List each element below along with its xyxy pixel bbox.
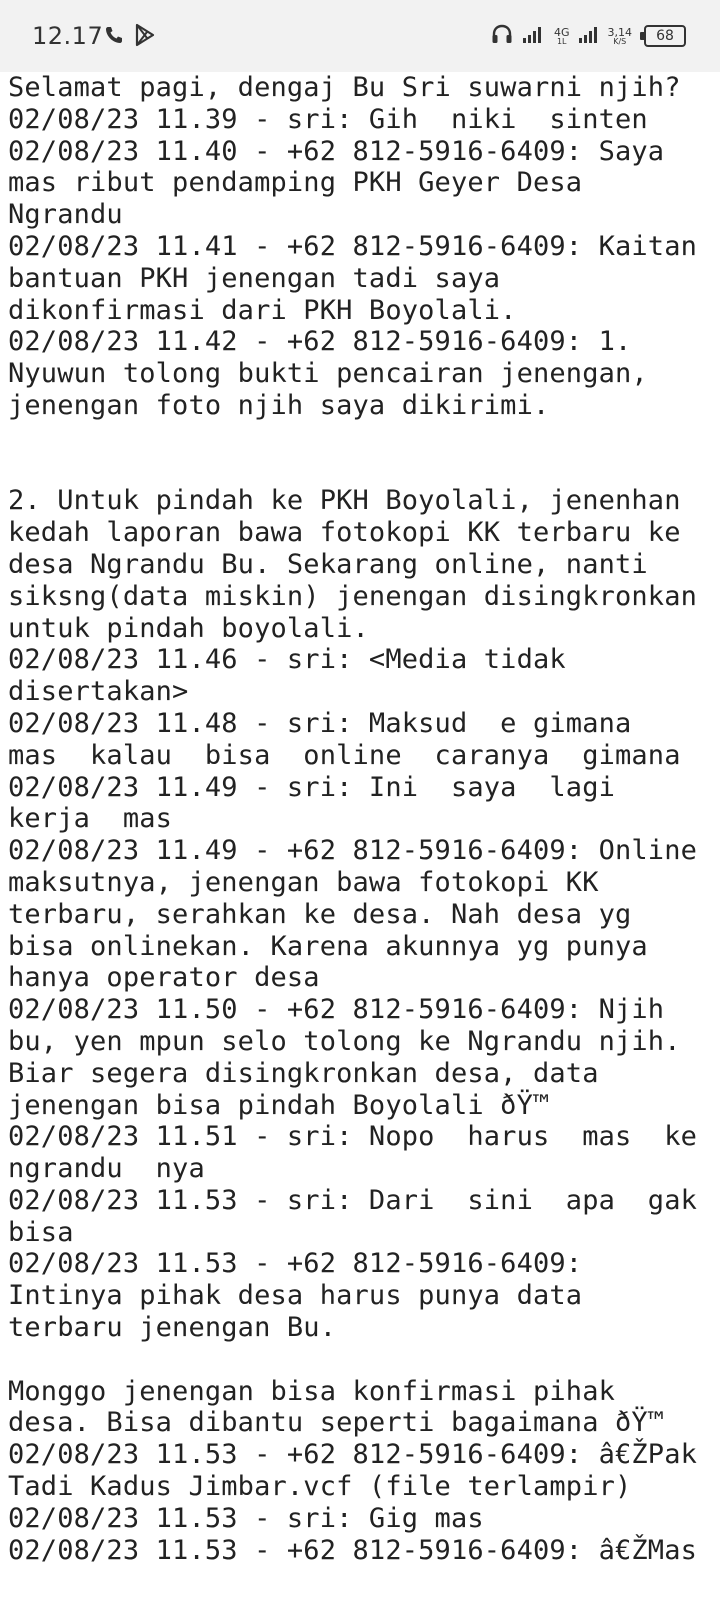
chat-line: Intinya pihak desa harus punya data [8, 1280, 583, 1312]
chat-line: siksng(data miskin) jenengan disingkronkan [8, 580, 698, 612]
chat-line: 02/08/23 11.53 - +62 812-5916-6409: â€ŽMas [8, 1534, 698, 1566]
chat-line: kerja mas [8, 803, 173, 835]
chat-line: 02/08/23 11.48 - sri: Maksud e gimana [8, 707, 632, 739]
chat-line: bisa onlinekan. Karena akunnya yg punya [8, 930, 648, 962]
chat-line: jenengan bisa pindah Boyolali ðŸ™ [8, 1089, 550, 1121]
status-right-icons [490, 20, 686, 52]
chat-line: 02/08/23 11.53 - sri: Dari sini apa gak [8, 1184, 698, 1216]
chat-line: Selamat pagi, dengaj Bu Sri suwarni njih? [8, 72, 681, 103]
chat-line: desa. Bisa dibantu seperti bagaimana ðŸ™ [8, 1407, 665, 1439]
chat-line: 2. Untuk pindah ke PKH Boyolali, jenenhan [8, 485, 681, 517]
chat-line: 02/08/23 11.49 - sri: Ini saya lagi [8, 771, 615, 803]
chat-line: 02/08/23 11.42 - +62 812-5916-6409: 1. [8, 326, 632, 358]
chat-line: 02/08/23 11.49 - +62 812-5916-6409: Online [8, 835, 698, 867]
chat-line: 02/08/23 11.53 - sri: Gig mas [8, 1502, 484, 1534]
chat-line: Nyuwun tolong bukti pencairan jenengan, [8, 358, 648, 390]
chat-line: 02/08/23 11.40 - +62 812-5916-6409: Saya [8, 135, 665, 167]
chat-line: Tadi Kadus Jimbar.vcf (file terlampir) [8, 1471, 632, 1503]
phone-icon [104, 25, 124, 49]
chat-line: terbaru jenengan Bu. [8, 1312, 337, 1344]
chat-line: 02/08/23 11.41 - +62 812-5916-6409: Kaitan [8, 230, 698, 262]
chat-line: Ngrandu [8, 199, 123, 231]
chat-line: disertakan> [8, 676, 189, 708]
chat-line: bisa [8, 1216, 74, 1248]
chat-line: 02/08/23 11.53 - +62 812-5916-6409: [8, 1248, 583, 1280]
network-speed [608, 27, 633, 46]
chat-line: ngrandu nya [8, 1153, 205, 1185]
status-time: 12.17 [32, 22, 104, 50]
chat-line: 02/08/23 11.50 - +62 812-5916-6409: Njih [8, 994, 665, 1026]
headphones-icon [490, 22, 514, 50]
chat-log [8, 72, 714, 1610]
chat-line: mas kalau bisa online caranya gimana [8, 739, 681, 771]
chat-line [8, 422, 714, 454]
chat-line: terbaru, serahkan ke desa. Nah desa yg [8, 898, 632, 930]
signal-icon [522, 24, 546, 48]
chat-line: kedah laporan bawa fotokopi KK terbaru ke [8, 517, 681, 549]
battery-icon [644, 25, 686, 47]
network-speed-unit: K/S [613, 36, 627, 46]
play-store-icon [134, 23, 156, 51]
chat-line: Biar segera disingkronkan desa, data [8, 1057, 599, 1089]
network-type-label [554, 27, 570, 46]
network-type: 4G [553, 25, 570, 39]
status-bar [0, 0, 720, 72]
status-left-icons [104, 24, 156, 50]
chat-line: 02/08/23 11.46 - sri: <Media tidak [8, 644, 566, 676]
chat-line: 02/08/23 11.51 - sri: Nopo harus mas ke [8, 1121, 698, 1153]
network-sub: 1L [556, 36, 567, 46]
signal-icon [578, 24, 600, 48]
chat-line: jenengan foto njih saya dikirimi. [8, 389, 550, 421]
battery-level: 68 [656, 28, 674, 44]
chat-line [8, 454, 714, 486]
chat-line: bu, yen mpun selo tolong ke Ngrandu njih. [8, 1025, 681, 1057]
chat-line: untuk pindah boyolali. [8, 612, 369, 644]
chat-line: 02/08/23 11.39 - sri: Gih niki sinten [8, 103, 648, 135]
chat-line: dikonfirmasi dari PKH Boyolali. [8, 294, 517, 326]
chat-line: mas ribut pendamping PKH Geyer Desa [8, 167, 583, 199]
chat-line: maksutnya, jenengan bawa fotokopi KK [8, 866, 599, 898]
chat-line: hanya operator desa [8, 962, 320, 994]
chat-line: 02/08/23 11.53 - +62 812-5916-6409: â€ŽPak [8, 1439, 698, 1471]
chat-line: desa Ngrandu Bu. Sekarang online, nanti [8, 548, 648, 580]
chat-line: Monggo jenengan bisa konfirmasi pihak [8, 1375, 615, 1407]
network-speed-value: 3,14 [607, 25, 632, 39]
chat-line: bantuan PKH jenengan tadi saya [8, 262, 501, 294]
chat-line [8, 1344, 714, 1376]
